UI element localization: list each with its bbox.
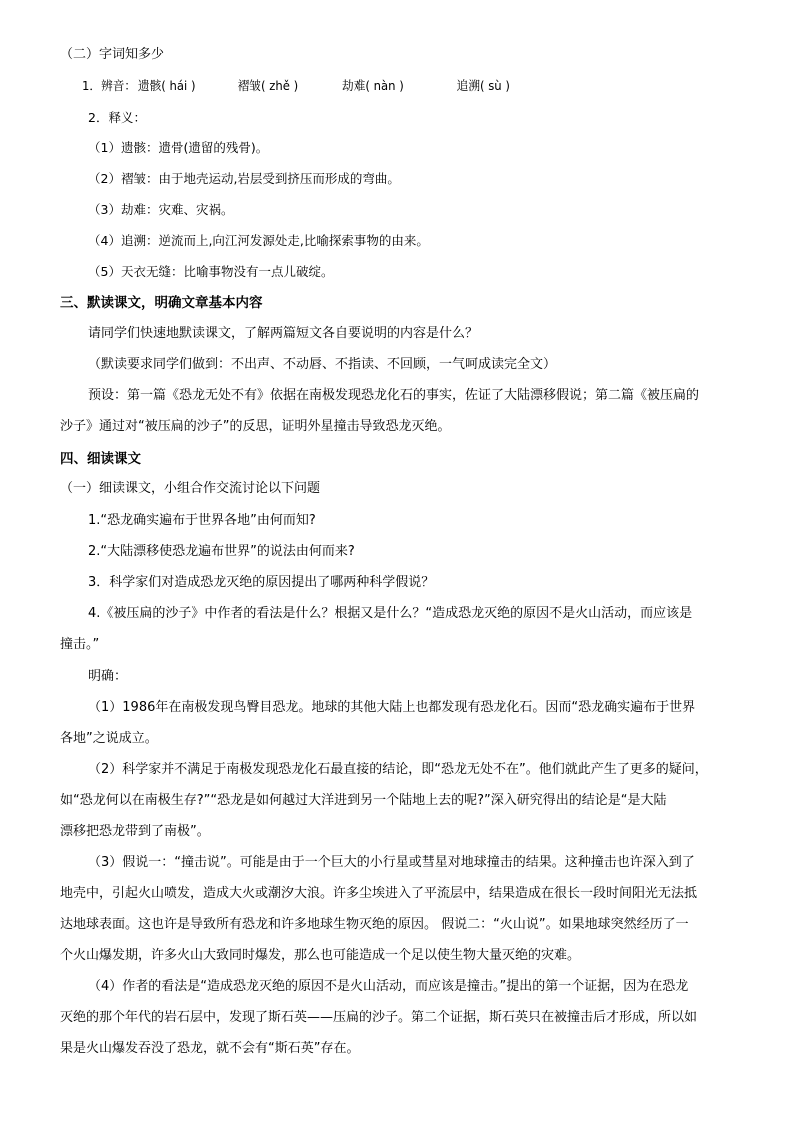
sec3-requirement: （默读要求同学们做到：不出声、不动唇、不指读、不回顾，一气呵成读完全文）: [88, 357, 557, 372]
pinyin-item: 褶皱( zhě ): [237, 78, 299, 93]
answer-2-line: （2）科学家并不满足于南极发现恐龙化石最直接的结论，即“恐龙无处不在”。他们就此产生了更多的疑问，: [88, 762, 708, 777]
answer-2-line: 漂移把恐龙带到了南极”。: [60, 824, 210, 839]
definition-item: （3）劫难：灾难、灾祸。: [88, 202, 234, 217]
pinyin-item: 追溯( sù ): [456, 78, 510, 93]
question-1: 1.“恐龙确实遍布于世界各地”由何而知?: [88, 513, 316, 528]
pinyin-item: 劫难( nàn ): [342, 78, 404, 93]
pinyin-prefix: 1．辨音：: [82, 78, 137, 93]
question-4-line: 4.《被压扁的沙子》中作者的看法是什么？根据又是什么？“造成恐龙灭绝的原因不是火山活动，而应该是: [88, 606, 693, 621]
answer-3-line: 个火山爆发期，许多火山大致同时爆发，那么也可能造成一个足以使生物大量灭绝的灾难。: [60, 948, 581, 963]
answer-2-line: 如“恐龙何以在南极生存?”“恐龙是如何越过大洋进到另一个陆地上去的呢?”深入研究得出的结论是“是大陆: [60, 793, 667, 808]
question-3: 3．科学家们对造成恐龙灭绝的原因提出了哪两种科学假说？: [88, 575, 435, 590]
answer-3-line: 地壳中，引起火山喷发，造成大火或潮汐大浪。许多尘埃进入了平流层中，结果造成在很长一段时间阳光无法抵: [60, 886, 698, 901]
definition-item: （4）追溯：逆流而上,向江河发源处走,比喻探索事物的由来。: [88, 233, 429, 248]
question-4-line: 撞击。”: [60, 637, 100, 652]
section-title-words: （二）字词知多少: [60, 47, 165, 62]
answer-4-line: 灭绝的那个年代的岩石层中，发现了斯石英——压扁的沙子。第二个证据，斯石英只在被撞击后才形成，所以如: [60, 1010, 698, 1025]
pinyin-row: [0, 76, 740, 96]
question-2: 2.“大陆漂移使恐龙遍布世界”的说法由何而来?: [88, 544, 355, 559]
definition-item: （2）褶皱：由于地壳运动,岩层受到挤压而形成的弯曲。: [88, 171, 400, 186]
clarify-label: 明确：: [88, 669, 128, 684]
pinyin-item: 遗骸( hái ): [137, 78, 196, 93]
section-title-4: 四、细读课文: [60, 451, 141, 467]
definitions-title: 2．释义：: [88, 110, 146, 125]
section-title-3: 三、默读课文，明确文章基本内容: [60, 295, 263, 311]
sec3-question: 请同学们快速地默读课文，了解两篇短文各自要说明的内容是什么？: [88, 326, 479, 341]
answer-1-line: （1）1986年在南极发现鸟臀目恐龙。地球的其他大陆上也都发现有恐龙化石。因而“恐龙确实遍布于世界: [88, 700, 696, 715]
sec4-subtitle: （一）细读课文，小组合作交流讨论以下问题: [60, 481, 321, 496]
answer-3-line: 达地球表面。这也许是导致所有恐龙和许多地球生物灭绝的原因。 假说二：“火山说”。如果地球突然经历了一: [60, 917, 689, 932]
answer-4-line: （4）作者的看法是“造成恐龙灭绝的原因不是火山活动，而应该是撞击。”提出的第一个证据，因为在恐龙: [88, 979, 689, 994]
sec3-answer-line: 沙子》通过对“被压扁的沙子”的反思，证明外星撞击导致恐龙灭绝。: [60, 419, 451, 434]
sec3-answer-line: 预设：第一篇《恐龙无处不有》依据在南极发现恐龙化石的事实，佐证了大陆漂移假说；第二篇《被压扁的: [88, 388, 700, 403]
answer-3-line: （3）假说一：“撞击说”。可能是由于一个巨大的小行星或彗星对地球撞击的结果。这种撞击也许深入到了: [88, 855, 695, 870]
definition-item: （1）遗骸：遗骨(遗留的残骨)。: [88, 140, 269, 155]
answer-1-line: 各地”之说成立。: [60, 731, 158, 746]
definition-item: （5）天衣无缝：比喻事物没有一点儿破绽。: [88, 264, 334, 279]
answer-4-line: 果是火山爆发吞没了恐龙，就不会有“斯石英”存在。: [60, 1041, 360, 1056]
